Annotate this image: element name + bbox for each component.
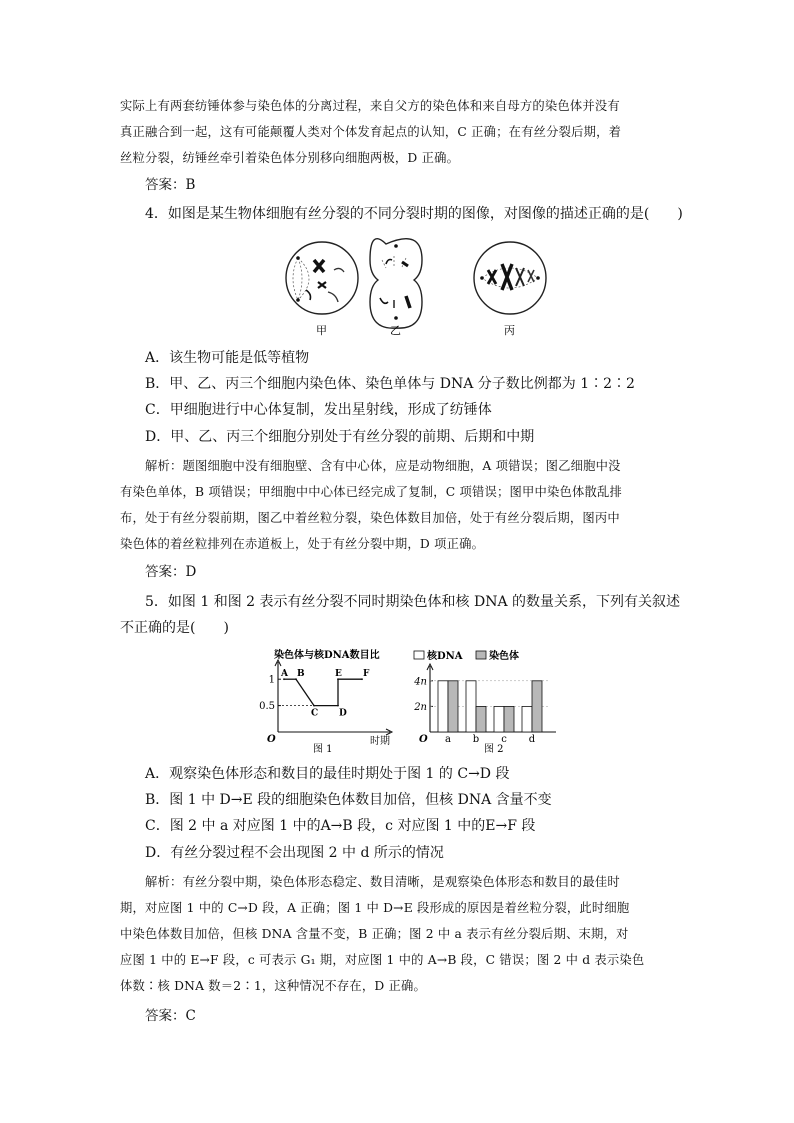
q5-option-c: C．图 2 中 a 对应图 1 中的A→B 段，c 对应图 1 中的E→F 段 (145, 818, 536, 834)
cell-bing (474, 242, 546, 314)
fig1-point-label: C (311, 708, 319, 719)
fig1-y-tick-label: 1 (268, 674, 275, 686)
fig1-point-label: A (281, 669, 288, 680)
fig2-bar-d-chromosome (532, 681, 542, 732)
fig2-plot-area (413, 676, 550, 745)
fig2-category-label: d (528, 734, 536, 745)
q5-explanation-line-5: 体数∶核 DNA 数＝2∶1，这种情况不存在，D 正确。 (120, 979, 426, 993)
q4-option-b: B．甲、乙、丙三个细胞内染色体、染色单体与 DNA 分子数比例都为 1∶2∶2 (145, 376, 635, 392)
figure-2-chart (410, 646, 560, 756)
fig1-caption: 图 1 (313, 744, 333, 755)
continuation-line-1: 实际上有两套纺锤体参与染色体的分离过程，来自父方的染色体和来自母方的染色体并没有 (120, 99, 620, 113)
q5-option-a: A．观察染色体形态和数目的最佳时期处于图 1 的 C→D 段 (145, 766, 510, 782)
fig1-y-tick-label: 0.5 (259, 701, 275, 713)
fig1-point-label: D (339, 708, 347, 719)
fig2-category-label: a (445, 734, 451, 745)
fig2-category-label: b (472, 734, 480, 745)
fig2-bar-b-dna (466, 681, 476, 732)
fig1-point-label: F (363, 669, 370, 680)
fig1-series-segment (296, 679, 314, 705)
legend-label-chromosome: 染色体 (489, 651, 519, 662)
q4-option-c: C．甲细胞进行中心体复制，发出星射线，形成了纺锤体 (145, 402, 492, 418)
q4-explanation-line-4: 染色体的着丝粒排列在赤道板上，处于有丝分裂中期，D 项正确。 (120, 537, 485, 551)
fig1-point-label: E (335, 669, 342, 680)
q4-explanation-line-1: 解析：题图细胞中没有细胞壁、含有中心体，应是动物细胞，A 项错误；图乙细胞中没 (145, 459, 621, 473)
q4-option-d: D．甲、乙、丙三个细胞分别处于有丝分裂的前期、后期和中期 (145, 429, 535, 445)
legend-swatch-dna (414, 651, 424, 659)
fig2-bar-d-dna (522, 706, 532, 732)
fig1-xlabel: 时期 (370, 736, 390, 747)
figure-1-chart (258, 646, 398, 756)
answer-q4: 答案：D (145, 564, 197, 580)
figure-label-bing: 丙 (504, 324, 515, 337)
continuation-line-2: 真正融合到一起，这有可能颠覆人类对个体发育起点的认知，C 正确；在有丝分裂后期，着 (120, 125, 622, 139)
q5-option-b: B．图 1 中 D→E 段的细胞染色体数目加倍，但核 DNA 含量不变 (145, 792, 552, 808)
fig1-point-label: B (297, 669, 305, 680)
q4-explanation-line-2: 有染色单体，B 项错误；甲细胞中中心体已经完成了复制，C 项错误；图甲中染色体散乱排 (120, 485, 622, 499)
fig1-origin: O (267, 734, 276, 745)
fig1-title: 染色体与核DNA数目比 (274, 650, 380, 661)
fig2-legend (414, 649, 519, 662)
answer-q3: 答案：B (145, 177, 196, 193)
continuation-line-3: 丝粒分裂，纺锤丝牵引着染色体分别移向细胞两极，D 正确。 (120, 151, 460, 165)
fig2-y-tick-label: 4n (414, 676, 427, 688)
q5-explanation-line-1: 解析：有丝分裂中期，染色体形态稳定、数目清晰，是观察染色体形态和数目的最佳时 (145, 875, 620, 889)
legend-label-dna: 核DNA (427, 651, 463, 662)
fig2-bar-a-chromosome (448, 681, 458, 732)
fig2-y-tick-label: 2n (414, 701, 427, 713)
cell-yi (370, 239, 422, 328)
q4-option-a: A．该生物可能是低等植物 (145, 350, 310, 366)
q5-stem-line-1: 5．如图 1 和图 2 表示有丝分裂不同时期染色体和核 DNA 的数量关系，下列有关叙述 (145, 594, 681, 610)
fig2-bar-b-chromosome (476, 706, 486, 732)
q5-explanation-line-3: 中染色体数目加倍，但核 DNA 含量不变，B 正确；图 2 中 a 表示有丝分裂后期、末期，对 (120, 927, 629, 941)
cell-jia (286, 242, 358, 314)
fig2-bar-a-dna (438, 681, 448, 732)
fig1-point-C (313, 705, 315, 707)
fig2-bar-c-dna (494, 706, 504, 732)
fig2-origin: O (419, 734, 428, 745)
figure-label-jia: 甲 (316, 324, 327, 337)
fig2-bar-c-chromosome (504, 706, 514, 732)
fig1-point-D (337, 705, 339, 707)
fig1-plot-area (259, 669, 370, 718)
q4-explanation-line-3: 布，处于有丝分裂前期，图乙中着丝粒分裂，染色体数目加倍，处于有丝分裂后期，图丙中 (120, 511, 620, 525)
fig2-category-label: c (501, 734, 507, 745)
q4-cell-figure (276, 234, 566, 344)
answer-q5: 答案：C (145, 1008, 196, 1024)
fig2-caption: 图 2 (484, 744, 504, 755)
figure-label-yi: 乙 (390, 324, 401, 337)
q4-stem: 4．如图是某生物体细胞有丝分裂的不同分裂时期的图像，对图像的描述正确的是( ) (145, 206, 683, 222)
legend-swatch-chromosome (476, 651, 486, 659)
q5-explanation-line-4: 应图 1 中的 E→F 段，c 可表示 G₁ 期，对应图 1 中的 A→B 段，C 错误；图 2 中 d 表示染色 (120, 953, 645, 967)
q5-stem-line-2: 不正确的是( ) (120, 620, 229, 636)
q5-explanation-line-2: 期，对应图 1 中的 C→D 段，A 正确；图 1 中 D→E 段形成的原因是着丝粒分裂，此时细胞 (120, 901, 630, 915)
q5-option-d: D．有丝分裂过程不会出现图 2 中 d 所示的情况 (145, 845, 444, 861)
